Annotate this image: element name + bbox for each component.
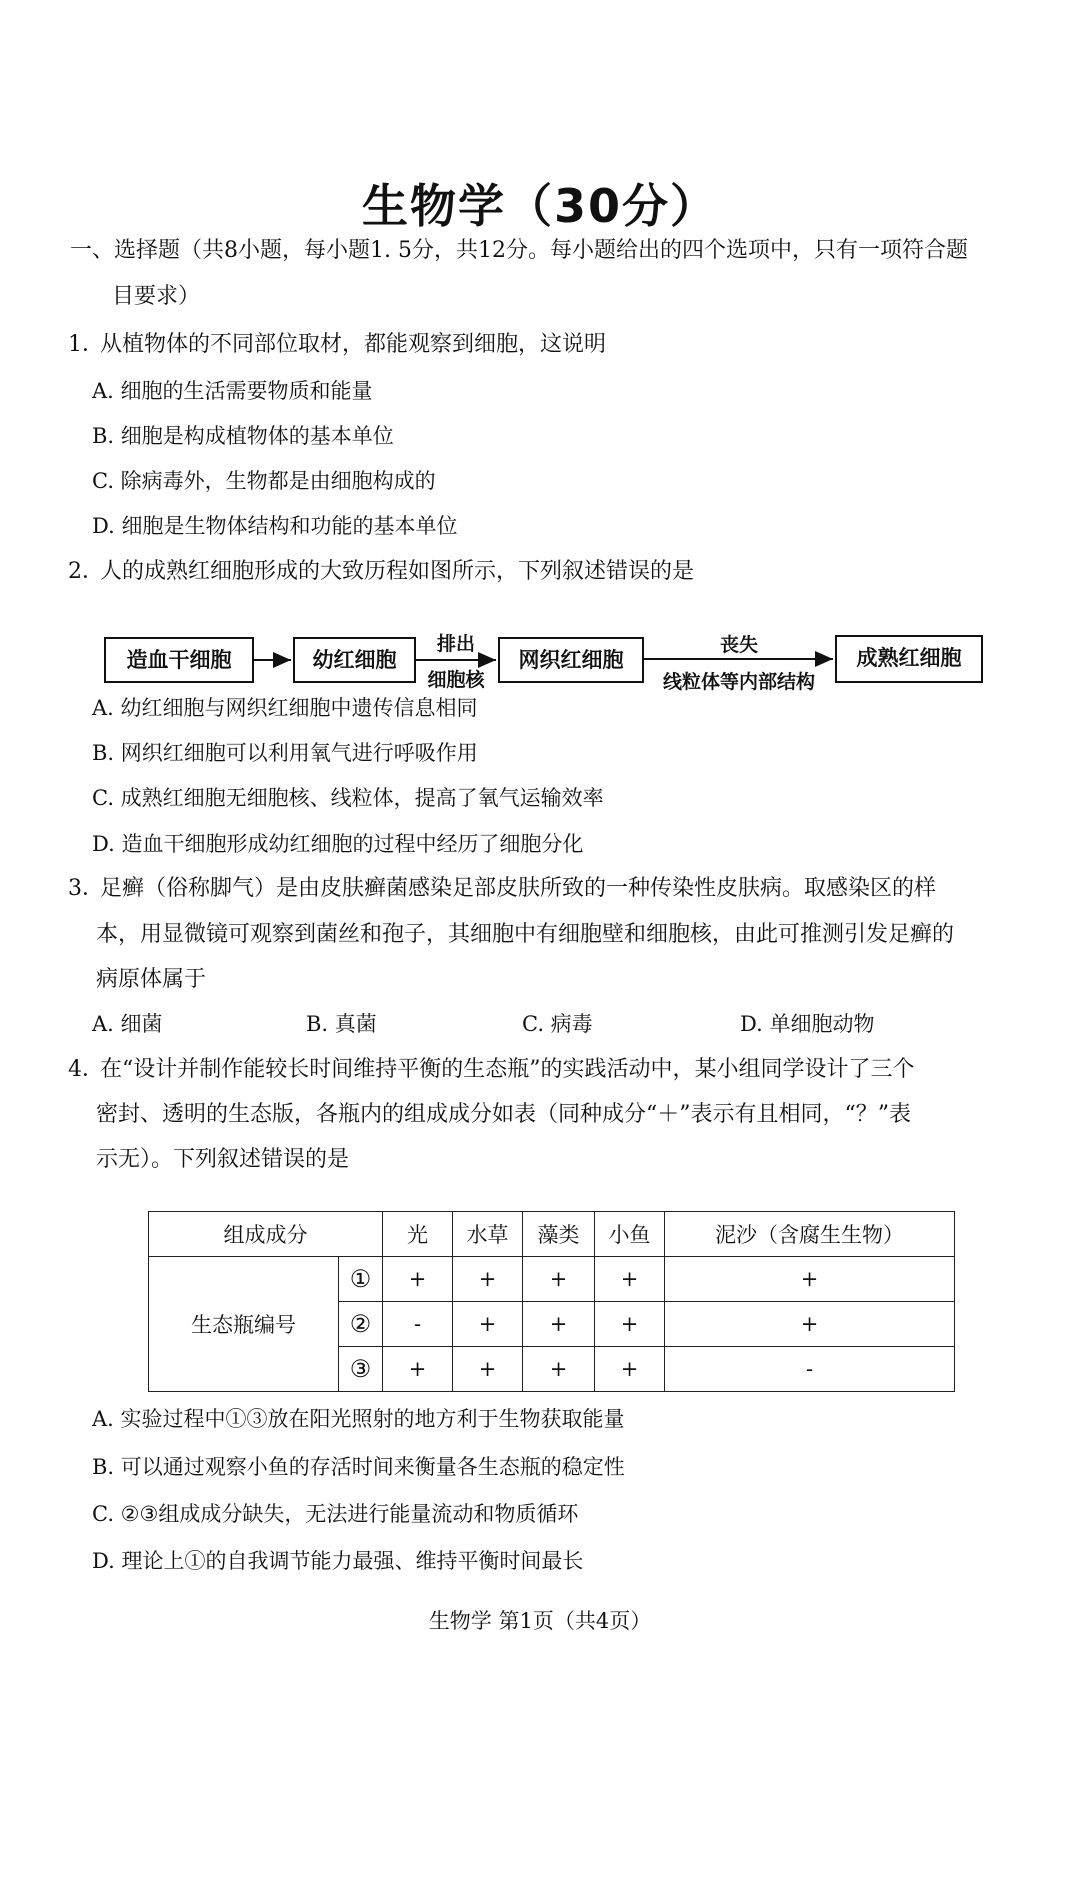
- table-cell: +: [665, 1257, 955, 1302]
- question-number: 1．: [68, 332, 104, 357]
- q1-option-b: B. 细胞是构成植物体的基本单位: [92, 424, 394, 448]
- bottle-id: ②: [339, 1302, 383, 1347]
- table-cell: +: [595, 1347, 665, 1392]
- q2-option-c: C. 成熟红细胞无细胞核、线粒体，提高了氧气运输效率: [92, 786, 604, 810]
- q3-option-b: B. 真菌: [306, 1012, 377, 1036]
- table-cell: +: [595, 1302, 665, 1347]
- question-4-line2: 密封、透明的生态版，各瓶内的组成成分如表（同种成分“＋”表示有且相同，“？”表: [96, 1102, 911, 1127]
- question-number: 4．: [68, 1057, 104, 1082]
- flow-arrows: [0, 0, 1080, 720]
- table-cell: +: [523, 1347, 595, 1392]
- table-cell: -: [665, 1347, 955, 1392]
- table-header: 藻类: [523, 1212, 595, 1257]
- table-cell: -: [383, 1302, 453, 1347]
- bottle-id: ③: [339, 1347, 383, 1392]
- question-stem: 从植物体的不同部位取材，都能观察到细胞，这说明: [100, 332, 607, 357]
- flow-label-expel: 排出: [436, 633, 475, 655]
- flow-box-reticulocyte: 网织红细胞: [498, 637, 644, 683]
- flow-box-mature-rbc: 成熟红细胞: [835, 635, 983, 683]
- q1-option-c: C. 除病毒外，生物都是由细胞构成的: [92, 469, 436, 493]
- q3-option-c: C. 病毒: [522, 1012, 593, 1036]
- table-cell: +: [383, 1347, 453, 1392]
- table-header: 水草: [453, 1212, 523, 1257]
- question-3: [68, 874, 936, 904]
- table-header: 小鱼: [595, 1212, 665, 1257]
- table-cell: +: [523, 1302, 595, 1347]
- question-number: 2．: [68, 559, 104, 584]
- q4-option-c: C. ②③组成成分缺失，无法进行能量流动和物质循环: [92, 1502, 579, 1526]
- table-header: 光: [383, 1212, 453, 1257]
- table-header-row: [149, 1212, 955, 1257]
- flow-box-erythroblast: 幼红细胞: [293, 637, 416, 683]
- question-3-line2: 本，用显微镜可观察到菌丝和孢子，其细胞中有细胞壁和细胞核，由此可推测引发足癣的: [96, 922, 955, 947]
- q4-option-b: B. 可以通过观察小鱼的存活时间来衡量各生态瓶的稳定性: [92, 1455, 625, 1479]
- table-header: 组成成分: [149, 1212, 383, 1257]
- question-stem-line1: 足癣（俗称脚气）是由皮肤癣菌感染足部皮肤所致的一种传染性皮肤病。取感染区的样: [100, 876, 937, 901]
- table-cell: +: [453, 1347, 523, 1392]
- flow-label-lose: 丧失: [719, 634, 758, 656]
- question-3-line3: 病原体属于: [96, 967, 207, 992]
- q2-option-a: A. 幼红细胞与网织红细胞中遗传信息相同: [92, 696, 478, 720]
- q1-option-a: A. 细胞的生活需要物质和能量: [92, 379, 373, 403]
- q2-option-d: D. 造血干细胞形成幼红细胞的过程中经历了细胞分化: [92, 832, 584, 856]
- table-cell: +: [453, 1302, 523, 1347]
- page-title: 生物学（30分）: [361, 179, 718, 233]
- q3-option-a: A. 细菌: [92, 1012, 163, 1036]
- page-footer: 生物学 第1页（共4页）: [428, 1609, 652, 1633]
- table-cell: +: [595, 1257, 665, 1302]
- flow-label-nucleus: 细胞核: [427, 669, 485, 691]
- section-heading: 一、选择题（共8小题，每小题1. 5分，共12分。每小题给出的四个选项中，只有一项符合题: [70, 238, 968, 263]
- table-row: [149, 1257, 955, 1302]
- q2-option-b: B. 网织红细胞可以利用氧气进行呼吸作用: [92, 741, 478, 765]
- question-4-line3: 示无）。下列叙述错误的是: [96, 1147, 350, 1172]
- question-stem: 人的成熟红细胞形成的大致历程如图所示，下列叙述错误的是: [100, 559, 695, 584]
- question-stem-line1: 在“设计并制作能较长时间维持平衡的生态瓶”的实践活动中，某小组同学设计了三个: [100, 1057, 915, 1082]
- q4-option-d: D. 理论上①的自我调节能力最强、维持平衡时间最长: [92, 1549, 584, 1573]
- flow-box-hsc: 造血干细胞: [104, 637, 254, 683]
- composition-table: [148, 1211, 955, 1392]
- flow-label-mitochondria: 线粒体等内部结构: [662, 671, 815, 693]
- table-cell: +: [523, 1257, 595, 1302]
- table-header: 泥沙（含腐生生物）: [665, 1212, 955, 1257]
- question-number: 3．: [68, 876, 104, 901]
- row-group-label: 生态瓶编号: [149, 1257, 339, 1392]
- table-cell: +: [453, 1257, 523, 1302]
- table-cell: +: [665, 1302, 955, 1347]
- q3-option-d: D. 单细胞动物: [740, 1012, 875, 1036]
- table-cell: +: [383, 1257, 453, 1302]
- bottle-id: ①: [339, 1257, 383, 1302]
- section-heading-cont: 目要求）: [112, 284, 201, 309]
- q1-option-d: D. 细胞是生物体结构和功能的基本单位: [92, 514, 458, 538]
- question-4: [68, 1055, 915, 1085]
- q4-option-a: A. 实验过程中①③放在阳光照射的地方利于生物获取能量: [92, 1407, 625, 1431]
